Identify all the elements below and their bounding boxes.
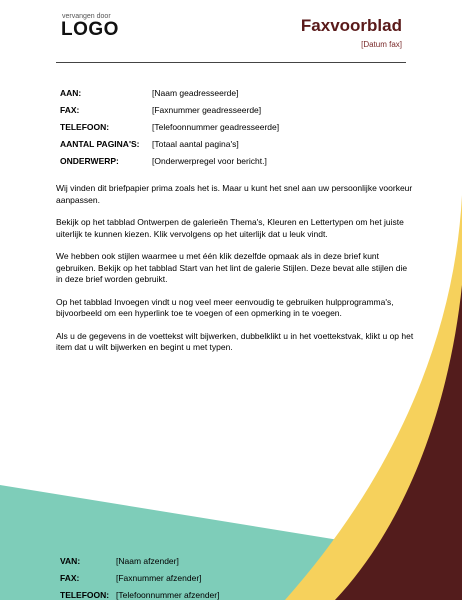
body-paragraph: Op het tabblad Invoegen vindt u nog veel meer eenvoudig te gebruiken hulpprogramma's, bijvoorbeeld om een hyperlink toe te voegen of een opmerking in te voegen. xyxy=(56,296,394,318)
sender-fax-placeholder[interactable]: [Faxnummer afzender] xyxy=(116,573,202,583)
field-label: AANTAL PAGINA'S: xyxy=(60,139,140,149)
sender-phone-placeholder[interactable]: [Telefoonnummer afzender] xyxy=(116,590,220,600)
logo-tagline: vervangen door xyxy=(62,13,111,20)
field-label: FAX: xyxy=(60,573,80,583)
subject-placeholder[interactable]: [Onderwerpregel voor bericht.] xyxy=(152,156,267,166)
field-label: FAX: xyxy=(60,105,80,115)
document-title: Faxvoorblad xyxy=(300,16,402,35)
body-paragraph: Bekijk op het tabblad Ontwerpen de galerieën Thema's, Kleuren en Lettertypen om het juiste uiterlijk te kunnen kiezen. Klik vervolgens op het uiterlijk dat u leuk vindt. xyxy=(56,217,404,239)
field-label: TELEFOON: xyxy=(60,590,110,600)
header-divider xyxy=(56,62,406,63)
recipient-row-subject xyxy=(60,156,279,173)
body-paragraph: We hebben ook stijlen waarmee u met één klik dezelfde opmaak als in deze brief kunt gebruiken. Bekijk op het tabblad Start van het lint de galerie Stijlen. Deze bevat alle stijlen die in deze brief worden gebruikt. xyxy=(56,251,408,284)
sender-name-placeholder[interactable]: [Naam afzender] xyxy=(116,556,179,566)
sender-fields xyxy=(60,556,219,600)
page-count-placeholder[interactable]: [Totaal aantal pagina's] xyxy=(152,139,239,149)
field-label: AAN: xyxy=(60,88,82,98)
recipient-fields xyxy=(60,88,279,173)
message-body[interactable] xyxy=(56,183,416,365)
sender-row-phone xyxy=(60,590,219,600)
sender-row-from xyxy=(60,556,219,573)
recipient-row-to xyxy=(60,88,279,105)
recipient-row-phone xyxy=(60,122,279,139)
field-label: VAN: xyxy=(60,556,81,566)
recipient-fax-placeholder[interactable]: [Faxnummer geadresseerde] xyxy=(152,105,262,115)
field-label: TELEFOON: xyxy=(60,122,110,132)
sender-row-fax xyxy=(60,573,219,590)
field-label: ONDERWERP: xyxy=(60,156,119,166)
recipient-name-placeholder[interactable]: [Naam geadresseerde] xyxy=(152,88,239,98)
recipient-phone-placeholder[interactable]: [Telefoonnummer geadresseerde] xyxy=(152,122,280,132)
recipient-row-pages xyxy=(60,139,279,156)
fax-date-placeholder[interactable]: [Datum fax] xyxy=(361,40,402,49)
body-paragraph: Als u de gegevens in de voettekst wilt bijwerken, dubbelklikt u in het voettekstvak, klikt u op het item dat u wilt bijwerken en begint u met typen. xyxy=(56,330,414,352)
body-paragraph: Wij vinden dit briefpapier prima zoals het is. Maar u kunt het snel aan uw persoonlijke voorkeur aanpassen. xyxy=(56,183,413,205)
logo-placeholder[interactable]: LOGO xyxy=(61,19,119,40)
recipient-row-fax xyxy=(60,105,279,122)
